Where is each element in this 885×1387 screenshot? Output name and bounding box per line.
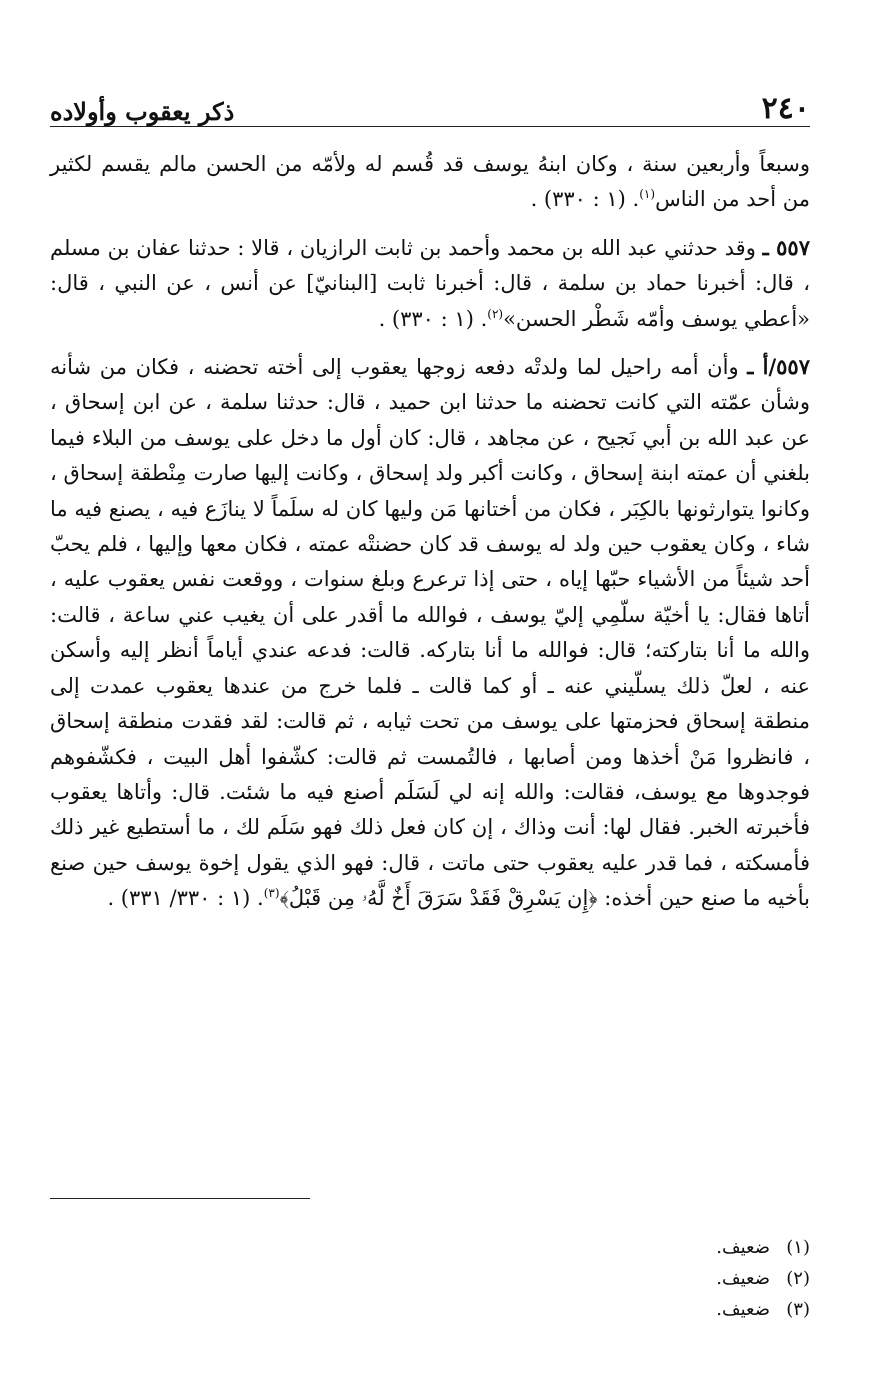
footnote-ref: (٢) (487, 306, 504, 321)
paragraph-557: ٥٥٧ ـ وقد حدثني عبد الله بن محمد وأحمد بن ثابت الرازيان ، قالا : حدثنا عفان بن مسلم ، قال: أخبرنا حماد بن سلمة ، قال: أخبرنا ثابت [البنانيّ] عن أنس ، عن النبي ، قال: «أعطي يوسف وأمّه شَطْر الحسن»$^{(٢)}$. (١ : ٣٣٠) . (50, 234, 810, 331)
footnote-number: (٣) (786, 1299, 810, 1320)
footnote-ref: (٣) (263, 886, 280, 901)
footnote-text: ضعيف. (716, 1299, 770, 1320)
paragraph-1: وسبعاً وأربعين سنة ، وكان ابنهُ يوسف قد قُسم له ولأمّه من الحسن مالم يقسم لكثير من أحد من الناس$^{(١)}$. (١ : ٣٣٠) . (50, 152, 810, 212)
page-header (50, 78, 810, 127)
footnote-text: ضعيف. (716, 1237, 770, 1258)
footnote-ref: (١) (639, 187, 656, 202)
paragraph-557a: ٥٥٧/أ ـ وأن أمه راحيل لما ولدتْه دفعه زوجها يعقوب إلى أخته تحضنه ، فكان من شأنه وشأن عمّته التي كانت تحضنه ما حدثنا ابن حميد ، قال: حدثنا سلمة ، عن ابن إسحاق ، عن عبد الله بن أبي نَجيح ، عن مجاهد ، قال: كان أول ما دخل على يوسف من البلاء فيما بلغني أن عمته ابنة إسحاق ، وكانت أكبر ولد إسحاق ، وكانت إليها صارت مِنْطقة إسحاق ، وكانوا يتوارثونها بالكِبَر ، فكان من أختانها مَن وليها كان له سلَماً لا ينازَع فيه ، يصنع فيه ما شاء ، وكان يعقوب حين ولد له يوسف قد كان حضنتْه عمته ، فكان معها وإليها ، فلم يحبّ أحد شيئاً من الأشياء حبّها إياه ، حتى إذا ترعرع وبلغ سنوات ، ووقعت نفس يعقوب عليه ، أتاها فقال: يا أخيّة سلّمِي إليّ يوسف ، فوالله ما أقدر على أن يغيب عني ساعة ، قالت: والله ما أنا بتاركته؛ قال: فوالله ما أنا بتاركه. قالت: فدعه عندي أياماً أنظر إليه وأسكن عنه ، لعلّ ذلك يسلّيني عنه ـ أو كما قالت ـ فلما خرج من عندها يعقوب عمدت إلى منطقة إسحاق فحزمتها على يوسف من تحت ثيابه ، ثم قالت: لقد فقدت منطقة إسحاق ، فانظروا مَنْ أخذها ومن أصابها ، فالتُمست ثم قالت: كشّفوا أهل البيت ، فكشّفوهم فوجدوها مع يوسف، فقالت: والله إنه لي لَسَلَم أصنع فيه ما شئت. قال: وأتاها يعقوب فأخبرته الخبر. فقال لها: أنت وذاك ، إن كان فعل ذلك فهو سَلَم لك ، ما أستطيع غير ذلك فأمسكته ، فما قدر عليه يعقوب حتى ماتت ، قال: فهو الذي يقول إخوة يوسف حين صنع بأخيه ما صنع حين أخذه: ﴿إِن يَسْرِقْ فَقَدْ سَرَقَ أَخٌ لَّهُۥ مِن قَبْلُ﴾$^{(٣)}$. (١ : ٣٣٠/ ٣٣١) . (50, 354, 810, 911)
body-text (50, 147, 810, 917)
footnote-3 (716, 1294, 810, 1325)
source-citation: (١ : ٣٣٠/ ٣٣١) . (107, 886, 251, 911)
footnote-number: (٢) (786, 1268, 810, 1289)
page (50, 78, 810, 929)
paragraph-text: وسبعاً وأربعين سنة ، وكان ابنهُ يوسف قد قُسم له ولأمّه من الحسن مالم يقسم لكثير من أحد من الناس (50, 152, 810, 212)
footnote-1 (716, 1232, 810, 1263)
running-title: ذكر يعقوب وأولاده (50, 97, 235, 126)
footnote-2 (716, 1263, 810, 1294)
paragraph-text: وأن أمه راحيل لما ولدتْه دفعه زوجها يعقوب إلى أخته تحضنه ، فكان من شأنه وشأن عمّته التي كانت تحضنه ما حدثنا ابن حميد ، قال: حدثنا سلمة ، عن ابن إسحاق ، عن عبد الله بن أبي نَجيح ، عن مجاهد ، قال: كان أول ما دخل على يوسف من البلاء فيما بلغني أن عمته ابنة إسحاق ، وكانت أكبر ولد إسحاق ، وكانت إليها صارت مِنْطقة إسحاق ، وكانوا يتوارثونها بالكِبَر ، فكان من أختانها مَن وليها كان له سلَماً لا ينازَع فيه ، يصنع فيه ما شاء ، وكان يعقوب حين ولد له يوسف قد كان حضنتْه عمته ، فكان معها وإليها ، فلم يحبّ أحد شيئاً من الأشياء حبّها إياه ، حتى إذا ترعرع وبلغ سنوات ، ووقعت نفس يعقوب عليه ، أتاها فقال: يا أخيّة سلّمِي إليّ يوسف ، فوالله ما أقدر على أن يغيب عني ساعة ، قالت: والله ما أنا بتاركته؛ قال: فوالله ما أنا بتاركه. قالت: فدعه عندي أياماً أنظر إليه وأسكن عنه ، لعلّ ذلك يسلّيني عنه ـ أو كما قالت ـ فلما خرج من عندها يعقوب عمدت إلى منطقة إسحاق فحزمتها على يوسف من تحت ثيابه ، ثم قالت: لقد فقدت منطقة إسحاق ، فانظروا مَنْ أخذها ومن أصابها ، فالتُمست ثم قالت: كشّفوا أهل البيت ، فكشّفوهم فوجدوها مع يوسف، فقالت: والله إنه لي لَسَلَم أصنع فيه ما شئت. قال: وأتاها يعقوب فأخبرته الخبر. فقال لها: أنت وذاك ، إن كان فعل ذلك فهو سَلَم لك ، ما أستطيع غير ذلك فأمسكته ، فما قدر عليه يعقوب حتى ماتت ، قال: فهو الذي يقول إخوة يوسف حين صنع بأخيه ما صنع حين أخذه: ﴿إِن يَسْرِقْ فَقَدْ سَرَقَ أَخٌ لَّهُۥ مِن قَبْلُ﴾ (50, 355, 810, 911)
footnote-divider (50, 1198, 310, 1199)
paragraph-text: وقد حدثني عبد الله بن محمد وأحمد بن ثابت الرازيان ، قالا : حدثنا عفان بن مسلم ، قال: أخبرنا حماد بن سلمة ، قال: أخبرنا ثابت [البنانيّ] عن أنس ، عن النبي ، قال: «أعطي يوسف وأمّه شَطْر الحسن» (50, 235, 810, 331)
footnote-text: ضعيف. (716, 1268, 770, 1289)
hadith-number: ٥٥٧ ـ (762, 234, 810, 260)
source-citation: (١ : ٣٣٠) . (378, 306, 474, 331)
footnote-number: (١) (786, 1237, 810, 1258)
source-citation: (١ : ٣٣٠) . (530, 187, 626, 212)
footnotes (716, 1232, 810, 1325)
hadith-number: ٥٥٧/أ ـ (747, 354, 810, 380)
page-number: ٢٤٠ (761, 91, 810, 126)
